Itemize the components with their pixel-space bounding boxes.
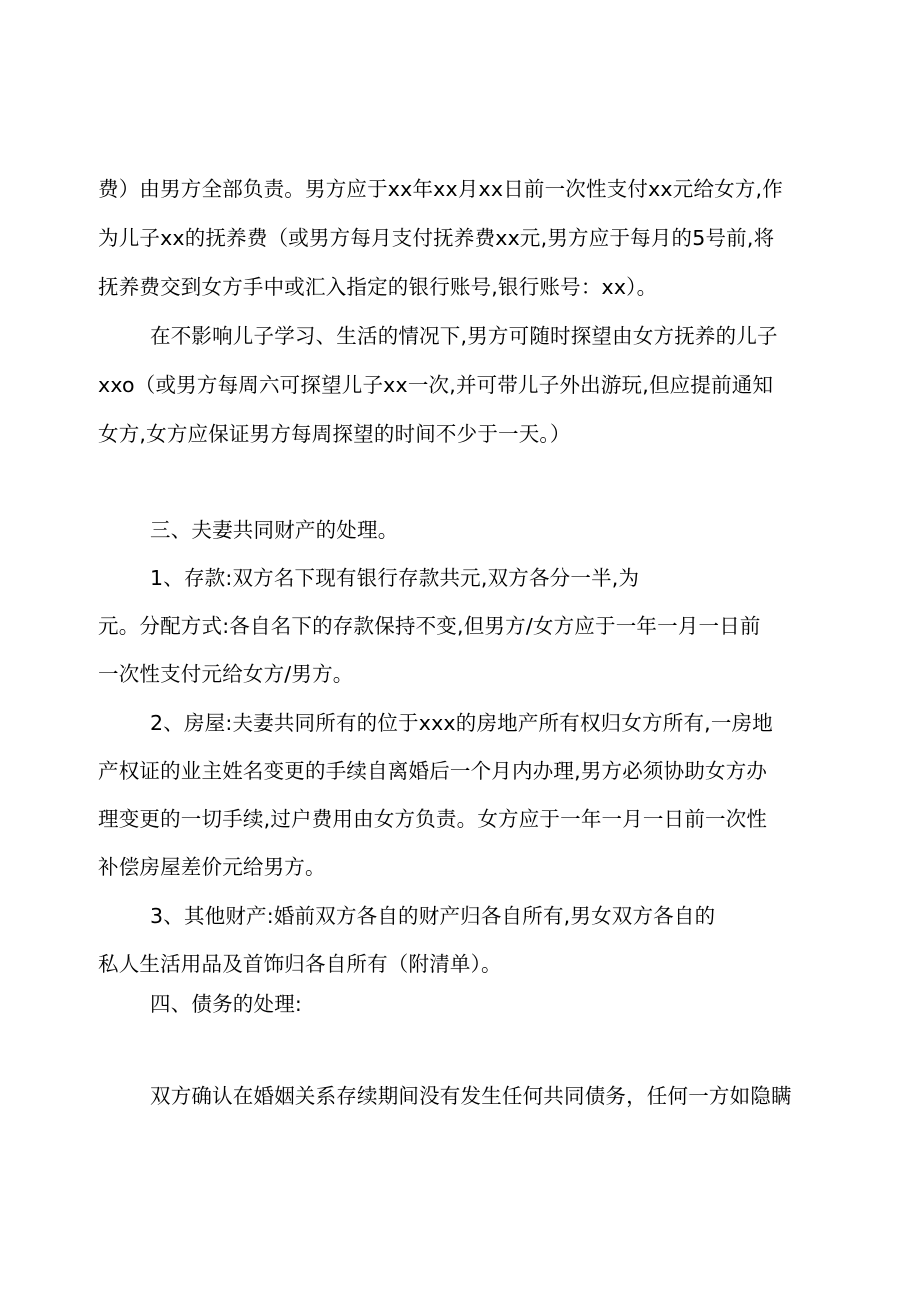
text-line: 双方确认在婚姻关系存续期间没有发生任何共同债务，任何一方如隐瞒 <box>150 1084 792 1108</box>
text-line: 私人生活用品及首饰归各自所有（附清单）。 <box>98 952 502 976</box>
text-line: 理变更的一切手续,过户费用由女方负责。女方应于一年一月一日前一次性 <box>98 807 768 831</box>
text-line: xxo（或男方每周六可探望儿子xx一次,并可带儿子外出游玩,但应提前通知 <box>98 373 774 397</box>
text-line: 元。分配方式:各自名下的存款保持不变,但男方/女方应于一年一月一日前 <box>98 614 761 638</box>
text-line: 3、其他财产:婚前双方各自的财产归各自所有,男女双方各自的 <box>150 904 716 928</box>
section-heading: 四、债务的处理: <box>150 992 303 1016</box>
text-line: 在不影响儿子学习、生活的情况下,男方可随时探望由女方抚养的儿子 <box>150 324 778 348</box>
text-line: 2、房屋:夫妻共同所有的位于xxx的房地产所有权归女方所有,一房地 <box>150 711 773 735</box>
text-line: 抚养费交到女方手中或汇入指定的银行账号,银行账号：xx）。 <box>98 275 658 299</box>
text-line: 女方,女方应保证男方每周探望的时间不少于一天。） <box>98 422 571 446</box>
text-line: 一次性支付元给女方/男方。 <box>98 662 354 686</box>
text-line: 产权证的业主姓名变更的手续自离婚后一个月内办理,男方必须协助女方办 <box>98 759 768 783</box>
text-line: 补偿房屋差价元给男方。 <box>98 855 326 879</box>
section-heading: 三、夫妻共同财产的处理。 <box>150 518 399 542</box>
text-line: 为儿子xx的抚养费（或男方每月支付抚养费xx元,男方应于每月的5号前,将 <box>98 226 775 250</box>
text-line: 费）由男方全部负责。男方应于xx年xx月xx日前一次性支付xx元给女方,作 <box>98 177 783 201</box>
text-line: 1、存款:双方名下现有银行存款共元,双方各分一半,为 <box>150 566 640 590</box>
